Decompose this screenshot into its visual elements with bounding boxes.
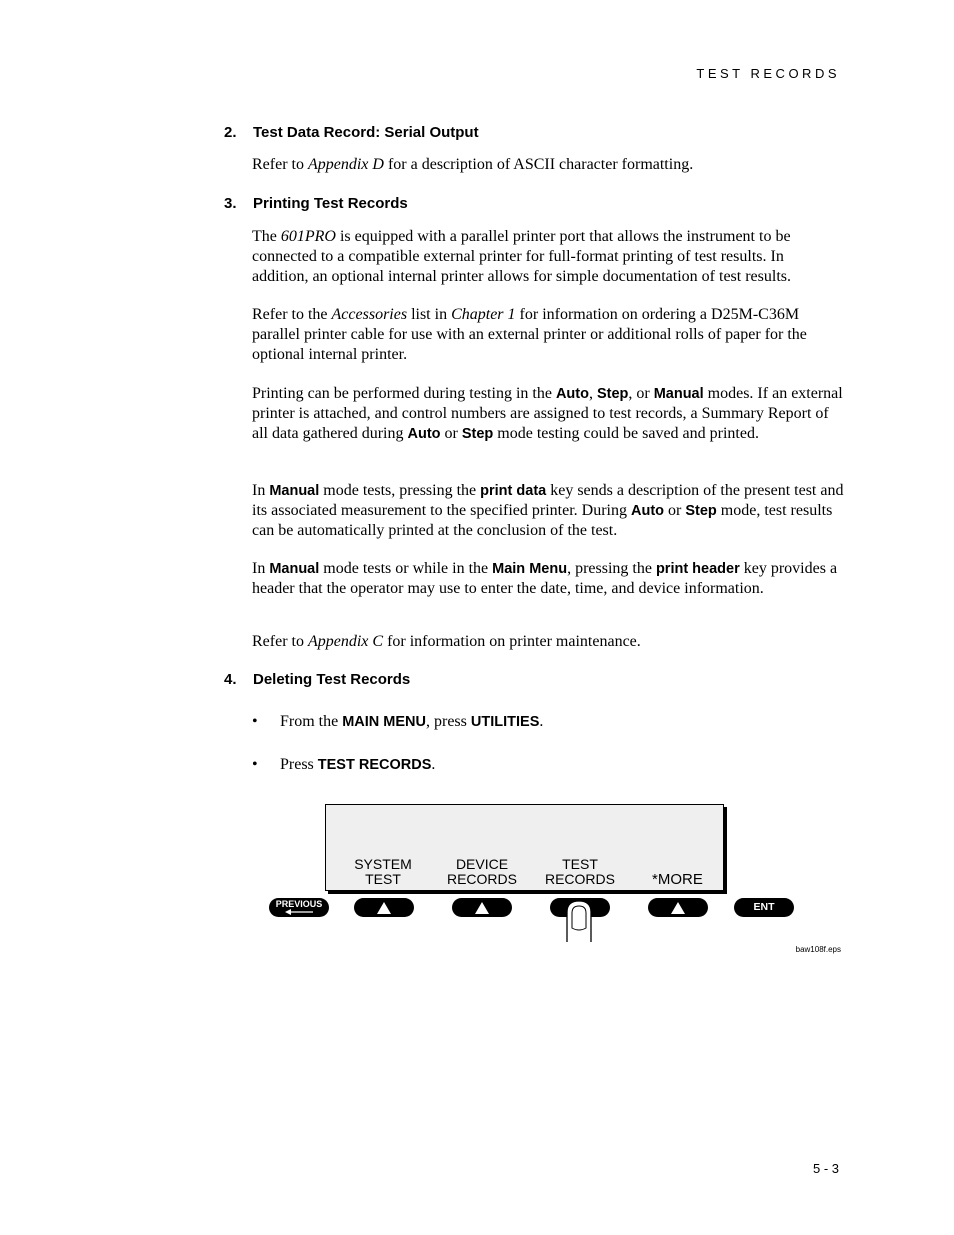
mode-auto: Auto <box>407 426 441 442</box>
softkey-label-system-test <box>338 857 428 887</box>
finger-icon <box>563 898 597 944</box>
label-line: RECORDS <box>446 871 517 887</box>
text: mode, test results can be automatically printed at the conclusion of the test. <box>252 502 833 539</box>
text: Refer to <box>252 633 308 650</box>
previous-key[interactable] <box>269 898 329 917</box>
key-print-data: print data <box>480 483 547 499</box>
mode-step: Step <box>461 426 494 442</box>
reference-appendix-d: Appendix D <box>307 156 384 173</box>
list-item <box>252 713 543 731</box>
text: key sends a description of the present test and its associated measurement to the specified printer. During <box>252 482 844 519</box>
text: for information on printer maintenance. <box>383 633 641 650</box>
text: , pressing the <box>567 560 656 577</box>
section-2-heading <box>224 124 479 141</box>
section-number: 4. <box>224 671 237 688</box>
list-item <box>252 756 435 774</box>
text: , press <box>426 713 471 730</box>
text: The <box>252 228 281 245</box>
label-line: TEST <box>562 856 598 872</box>
text: mode testing could be saved and printed. <box>493 425 759 442</box>
section-4-heading <box>224 671 410 688</box>
text: Press <box>280 756 318 773</box>
softkey-label-more: *MORE <box>652 871 703 888</box>
softkey-label-test-records <box>535 857 625 887</box>
text: list in <box>407 306 452 323</box>
label-line: DEVICE <box>455 856 509 872</box>
section-number: 3. <box>224 195 237 212</box>
main-menu-term: MAIN MENU <box>342 714 426 730</box>
text: or <box>664 502 686 519</box>
arrow-up-icon <box>377 902 391 914</box>
key-print-header: print header <box>655 561 740 577</box>
previous-key-label: PREVIOUS <box>275 899 323 909</box>
text: Printing can be performed during testing in the <box>252 385 556 402</box>
softkey-system-test[interactable] <box>354 898 414 917</box>
text: or <box>440 425 462 442</box>
utilities-term: UTILITIES <box>470 714 540 730</box>
mode-manual: Manual <box>653 386 704 402</box>
reference-chapter-1: Chapter 1 <box>451 306 516 323</box>
text: key provides a header that the operator may use to enter the date, time, and device information. <box>252 560 838 597</box>
mode-auto: Auto <box>631 503 665 519</box>
text: In <box>252 482 270 499</box>
paragraph-printer-port <box>252 227 844 287</box>
bullet-icon: • <box>252 756 258 773</box>
mode-manual: Manual <box>269 483 320 499</box>
arrow-up-icon <box>475 902 489 914</box>
text: Refer to <box>252 156 308 173</box>
text: mode tests or while in the <box>319 560 493 577</box>
text: . <box>539 713 544 730</box>
reference-accessories: Accessories <box>331 306 408 323</box>
arrow-up-icon <box>671 902 685 914</box>
section-title: Deleting Test Records <box>253 671 411 688</box>
bullet-icon: • <box>252 713 258 730</box>
label-line: TEST <box>365 871 401 887</box>
text: mode tests, pressing the <box>319 482 481 499</box>
mode-step: Step <box>596 386 629 402</box>
product-name: 601PRO <box>280 228 336 245</box>
paragraph-maintenance <box>252 632 844 652</box>
section-title: Printing Test Records <box>253 195 408 212</box>
text: is equipped with a parallel printer port that allows the instrument to be connected to a compatible external printer for full-format printing of test results. In addition, an optional internal printer allows for simple documentation of test results. <box>252 228 791 285</box>
paragraph-serial-output <box>252 155 844 175</box>
softkey-more[interactable] <box>648 898 708 917</box>
softkey-label-device-records <box>437 857 527 887</box>
figure-id: baw108f.eps <box>795 945 841 954</box>
label-line: SYSTEM <box>354 856 412 872</box>
mode-step: Step <box>685 503 717 519</box>
mode-auto: Auto <box>555 386 589 402</box>
section-3-heading <box>224 195 408 212</box>
mode-manual: Manual <box>269 561 320 577</box>
text: for information on ordering a D25M-C36M parallel printer cable for use with an external printer or additional rolls of paper for the optional internal printer. <box>252 306 807 363</box>
text: , or <box>628 385 654 402</box>
reference-appendix-c: Appendix C <box>307 633 384 650</box>
page-number: 5 - 3 <box>812 1161 839 1176</box>
label-line: RECORDS <box>544 871 615 887</box>
softkey-device-records[interactable] <box>452 898 512 917</box>
text: for a description of ASCII character formatting. <box>383 156 694 173</box>
paragraph-print-header <box>252 559 844 599</box>
running-head: TEST RECORDS <box>696 66 840 81</box>
text: Refer to the <box>252 306 332 323</box>
enter-key[interactable] <box>734 898 794 917</box>
text: . <box>431 756 436 773</box>
paragraph-printing-modes <box>252 384 844 444</box>
paragraph-accessories <box>252 305 844 365</box>
text: In <box>252 560 270 577</box>
paragraph-print-data <box>252 481 844 541</box>
text: , <box>588 385 597 402</box>
text: modes. If an external printer is attached, and control numbers are assigned to test records, a Summary Report of all data gathered during <box>252 385 843 442</box>
arrow-left-icon <box>285 909 315 915</box>
enter-key-label: ENT <box>753 901 775 913</box>
test-records-term: TEST RECORDS <box>317 757 432 773</box>
main-menu-term: Main Menu <box>492 561 568 577</box>
section-title: Test Data Record: Serial Output <box>253 124 479 141</box>
section-number: 2. <box>224 124 237 141</box>
text: From the <box>280 713 343 730</box>
